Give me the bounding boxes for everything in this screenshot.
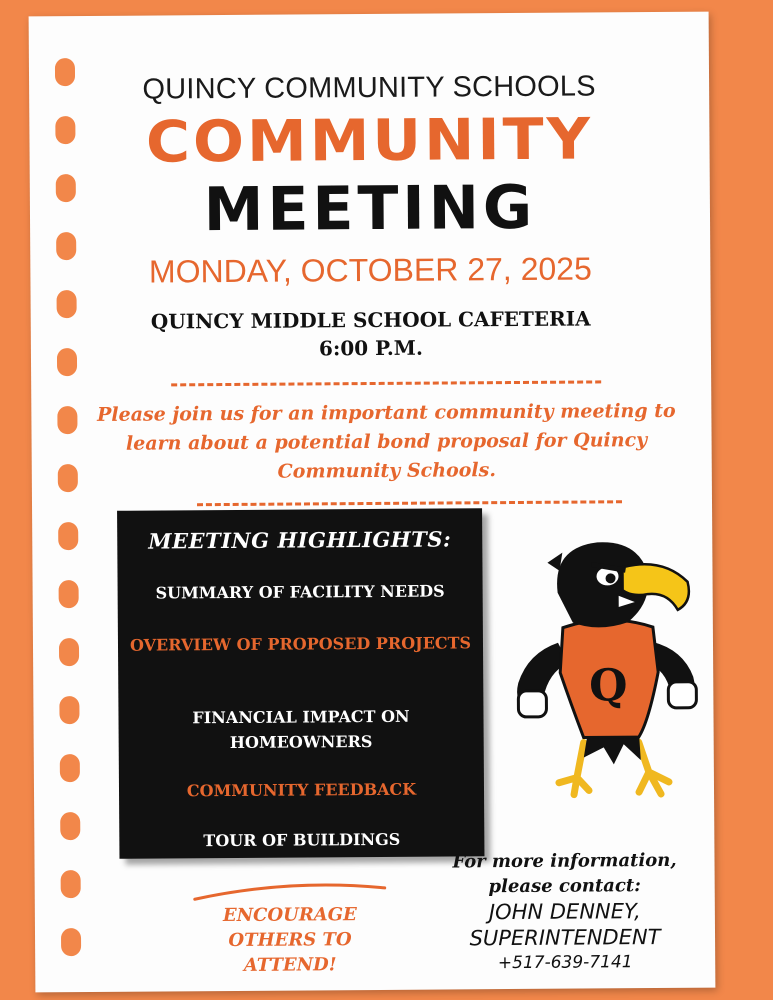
contact-block — [419, 848, 710, 976]
encourage-line: OTHERS TO — [228, 929, 352, 952]
contact-name: JOHN DENNEY, — [488, 899, 641, 925]
highlight-item: SUMMARY OF FACILITY NEEDS — [155, 581, 445, 603]
binder-hole — [60, 812, 80, 840]
encourage-line: ATTEND! — [243, 954, 337, 976]
highlights-title: MEETING HIGHLIGHTS: — [148, 526, 452, 554]
binder-hole — [61, 870, 81, 898]
binder-hole — [61, 928, 81, 956]
event-date: MONDAY, OCTOBER 27, 2025 — [148, 250, 592, 290]
contact-role: SUPERINTENDENT — [469, 924, 661, 951]
title-community: COMMUNITY — [145, 106, 594, 176]
highlight-item: TOUR OF BUILDINGS — [203, 829, 401, 851]
binder-hole — [60, 754, 80, 782]
binder-hole — [58, 522, 78, 550]
contact-lead: please contact: — [488, 875, 641, 898]
event-venue — [31, 304, 711, 365]
flyer-paper — [29, 12, 716, 993]
title-meeting: MEETING — [203, 172, 537, 246]
hawk-mascot-icon — [487, 532, 714, 814]
binder-hole — [57, 406, 77, 434]
event-time: 6:00 P.M. — [318, 335, 423, 361]
binder-hole — [59, 638, 79, 666]
binder-hole — [59, 580, 79, 608]
encourage-text — [195, 902, 386, 978]
dashed-divider — [171, 380, 601, 386]
invitation-text: Please join us for an important community meeting to learn about a potential bond proposal for Quincy Community Schools. — [97, 399, 676, 483]
school-name: QUINCY COMMUNITY SCHOOLS — [142, 70, 596, 106]
mascot-letter: Q — [588, 660, 628, 712]
contact-phone: +517-639-7141 — [497, 952, 633, 974]
encourage-line: ENCOURAGE — [222, 904, 357, 927]
binder-hole — [59, 696, 79, 724]
highlight-item: OVERVIEW OF PROPOSED PROJECTS — [129, 633, 472, 655]
highlight-item: COMMUNITY FEEDBACK — [186, 779, 417, 801]
contact-lead: For more information, — [452, 849, 677, 873]
event-location: QUINCY MIDDLE SCHOOL CAFETERIA — [150, 306, 591, 334]
dashed-divider — [197, 500, 622, 506]
highlight-item: FINANCIAL IMPACT ON HOMEOWNERS — [192, 706, 410, 752]
highlights-box — [117, 508, 484, 859]
binder-hole — [58, 464, 78, 492]
